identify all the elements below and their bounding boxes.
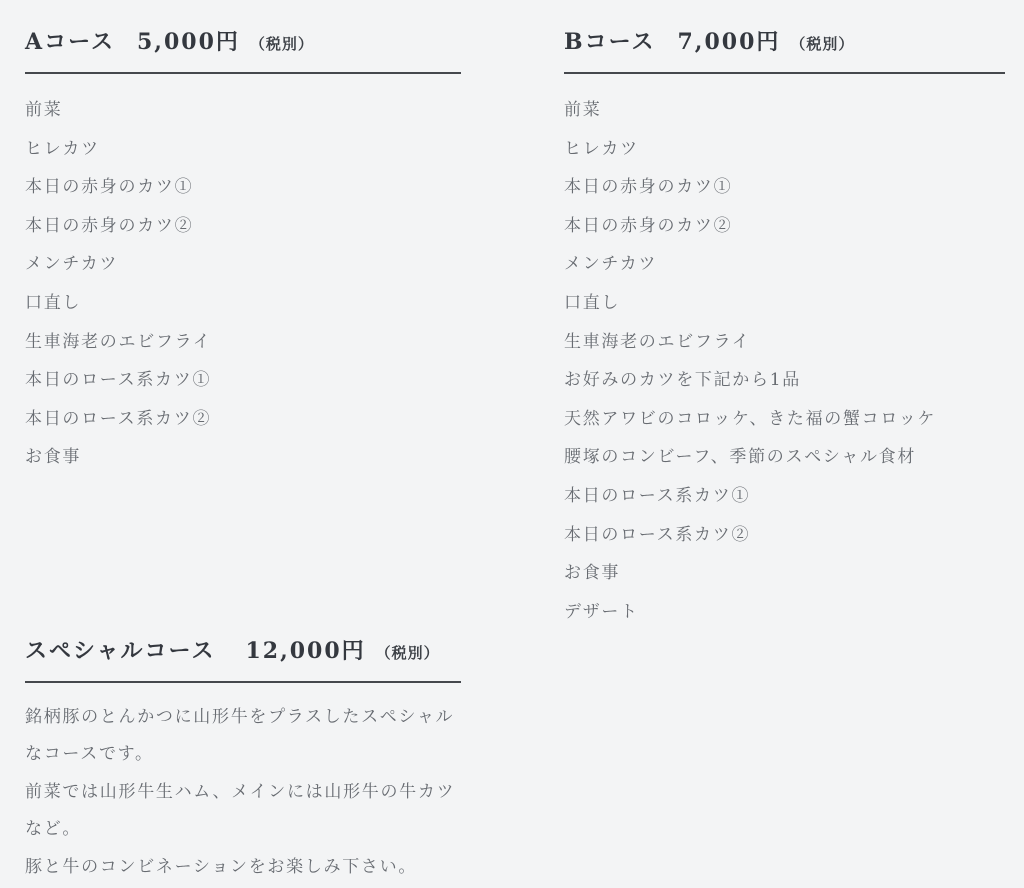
special-description-paragraph: 前菜では山形牛生ハム、メインには山形牛の牛カツなど。: [25, 781, 456, 840]
course-section-a: [25, 0, 461, 477]
menu-item: 天然アワビのコロッケ、きた福の蟹コロッケ: [564, 408, 937, 429]
menu-item: 口直し: [564, 292, 621, 313]
menu-item: お食事: [564, 563, 621, 584]
menu-item: デザート: [564, 601, 639, 622]
menu-item: ヒレカツ: [25, 138, 100, 159]
special-description-paragraph: 豚と牛のコンビネーションをお楽しみ下さい。: [25, 856, 418, 877]
course-b-title: [564, 31, 1005, 55]
menu-item: 本日の赤身のカツ①: [25, 177, 194, 198]
menu-item: 前菜: [564, 100, 602, 120]
menu-grid: [25, 0, 1005, 886]
menu-item: 本日のロース系カツ①: [25, 370, 212, 391]
menu-item: お好みのカツを下記から1品: [564, 370, 801, 391]
special-course-name: スペシャルコース: [25, 637, 216, 664]
course-b-item-list: [564, 74, 1005, 631]
special-course-title: [25, 637, 461, 664]
menu-item: 本日の赤身のカツ①: [564, 177, 733, 198]
menu-item: 本日のロース系カツ②: [25, 408, 212, 429]
course-a-tax-note: （税別）: [249, 35, 314, 53]
course-b-name: Bコース: [564, 29, 656, 55]
course-a-name: Aコース: [25, 29, 115, 55]
menu-item: 本日のロース系カツ②: [564, 524, 751, 545]
menu-item: 口直し: [25, 292, 82, 313]
menu-item: ヒレカツ: [564, 138, 639, 159]
menu-item: 本日のロース系カツ①: [564, 485, 751, 506]
special-course-tax-note: （税別）: [375, 643, 440, 662]
menu-item: 生車海老のエビフライ: [564, 331, 751, 352]
menu-item: 前菜: [25, 100, 63, 120]
course-a-item-list: [25, 74, 461, 477]
menu-item: 本日の赤身のカツ②: [564, 215, 733, 236]
special-course-price: 12,000円: [245, 637, 366, 664]
menu-item: お食事: [25, 447, 82, 468]
course-a-title: [25, 31, 461, 55]
right-column: [564, 0, 1005, 631]
menu-item: メンチカツ: [564, 254, 658, 275]
course-b-tax-note: （税別）: [790, 35, 855, 53]
course-a-header: [25, 0, 461, 74]
menu-item: メンチカツ: [25, 254, 119, 275]
menu-item: 本日の赤身のカツ②: [25, 215, 194, 236]
special-course-header: [25, 609, 461, 683]
left-column: [25, 0, 461, 886]
course-section-b: [564, 0, 1005, 631]
special-course-description: [25, 683, 461, 887]
menu-item: 腰塚のコンビーフ、季節のスペシャル食材: [564, 447, 917, 468]
course-section-special: [25, 609, 461, 887]
course-a-price: 5,000円: [136, 29, 240, 55]
course-b-price: 7,000円: [677, 29, 781, 55]
menu-item: 生車海老のエビフライ: [25, 331, 212, 352]
course-b-header: [564, 0, 1005, 74]
special-description-paragraph: 銘柄豚のとんかつに山形牛をプラスしたスペシャルなコースです。: [25, 706, 455, 765]
